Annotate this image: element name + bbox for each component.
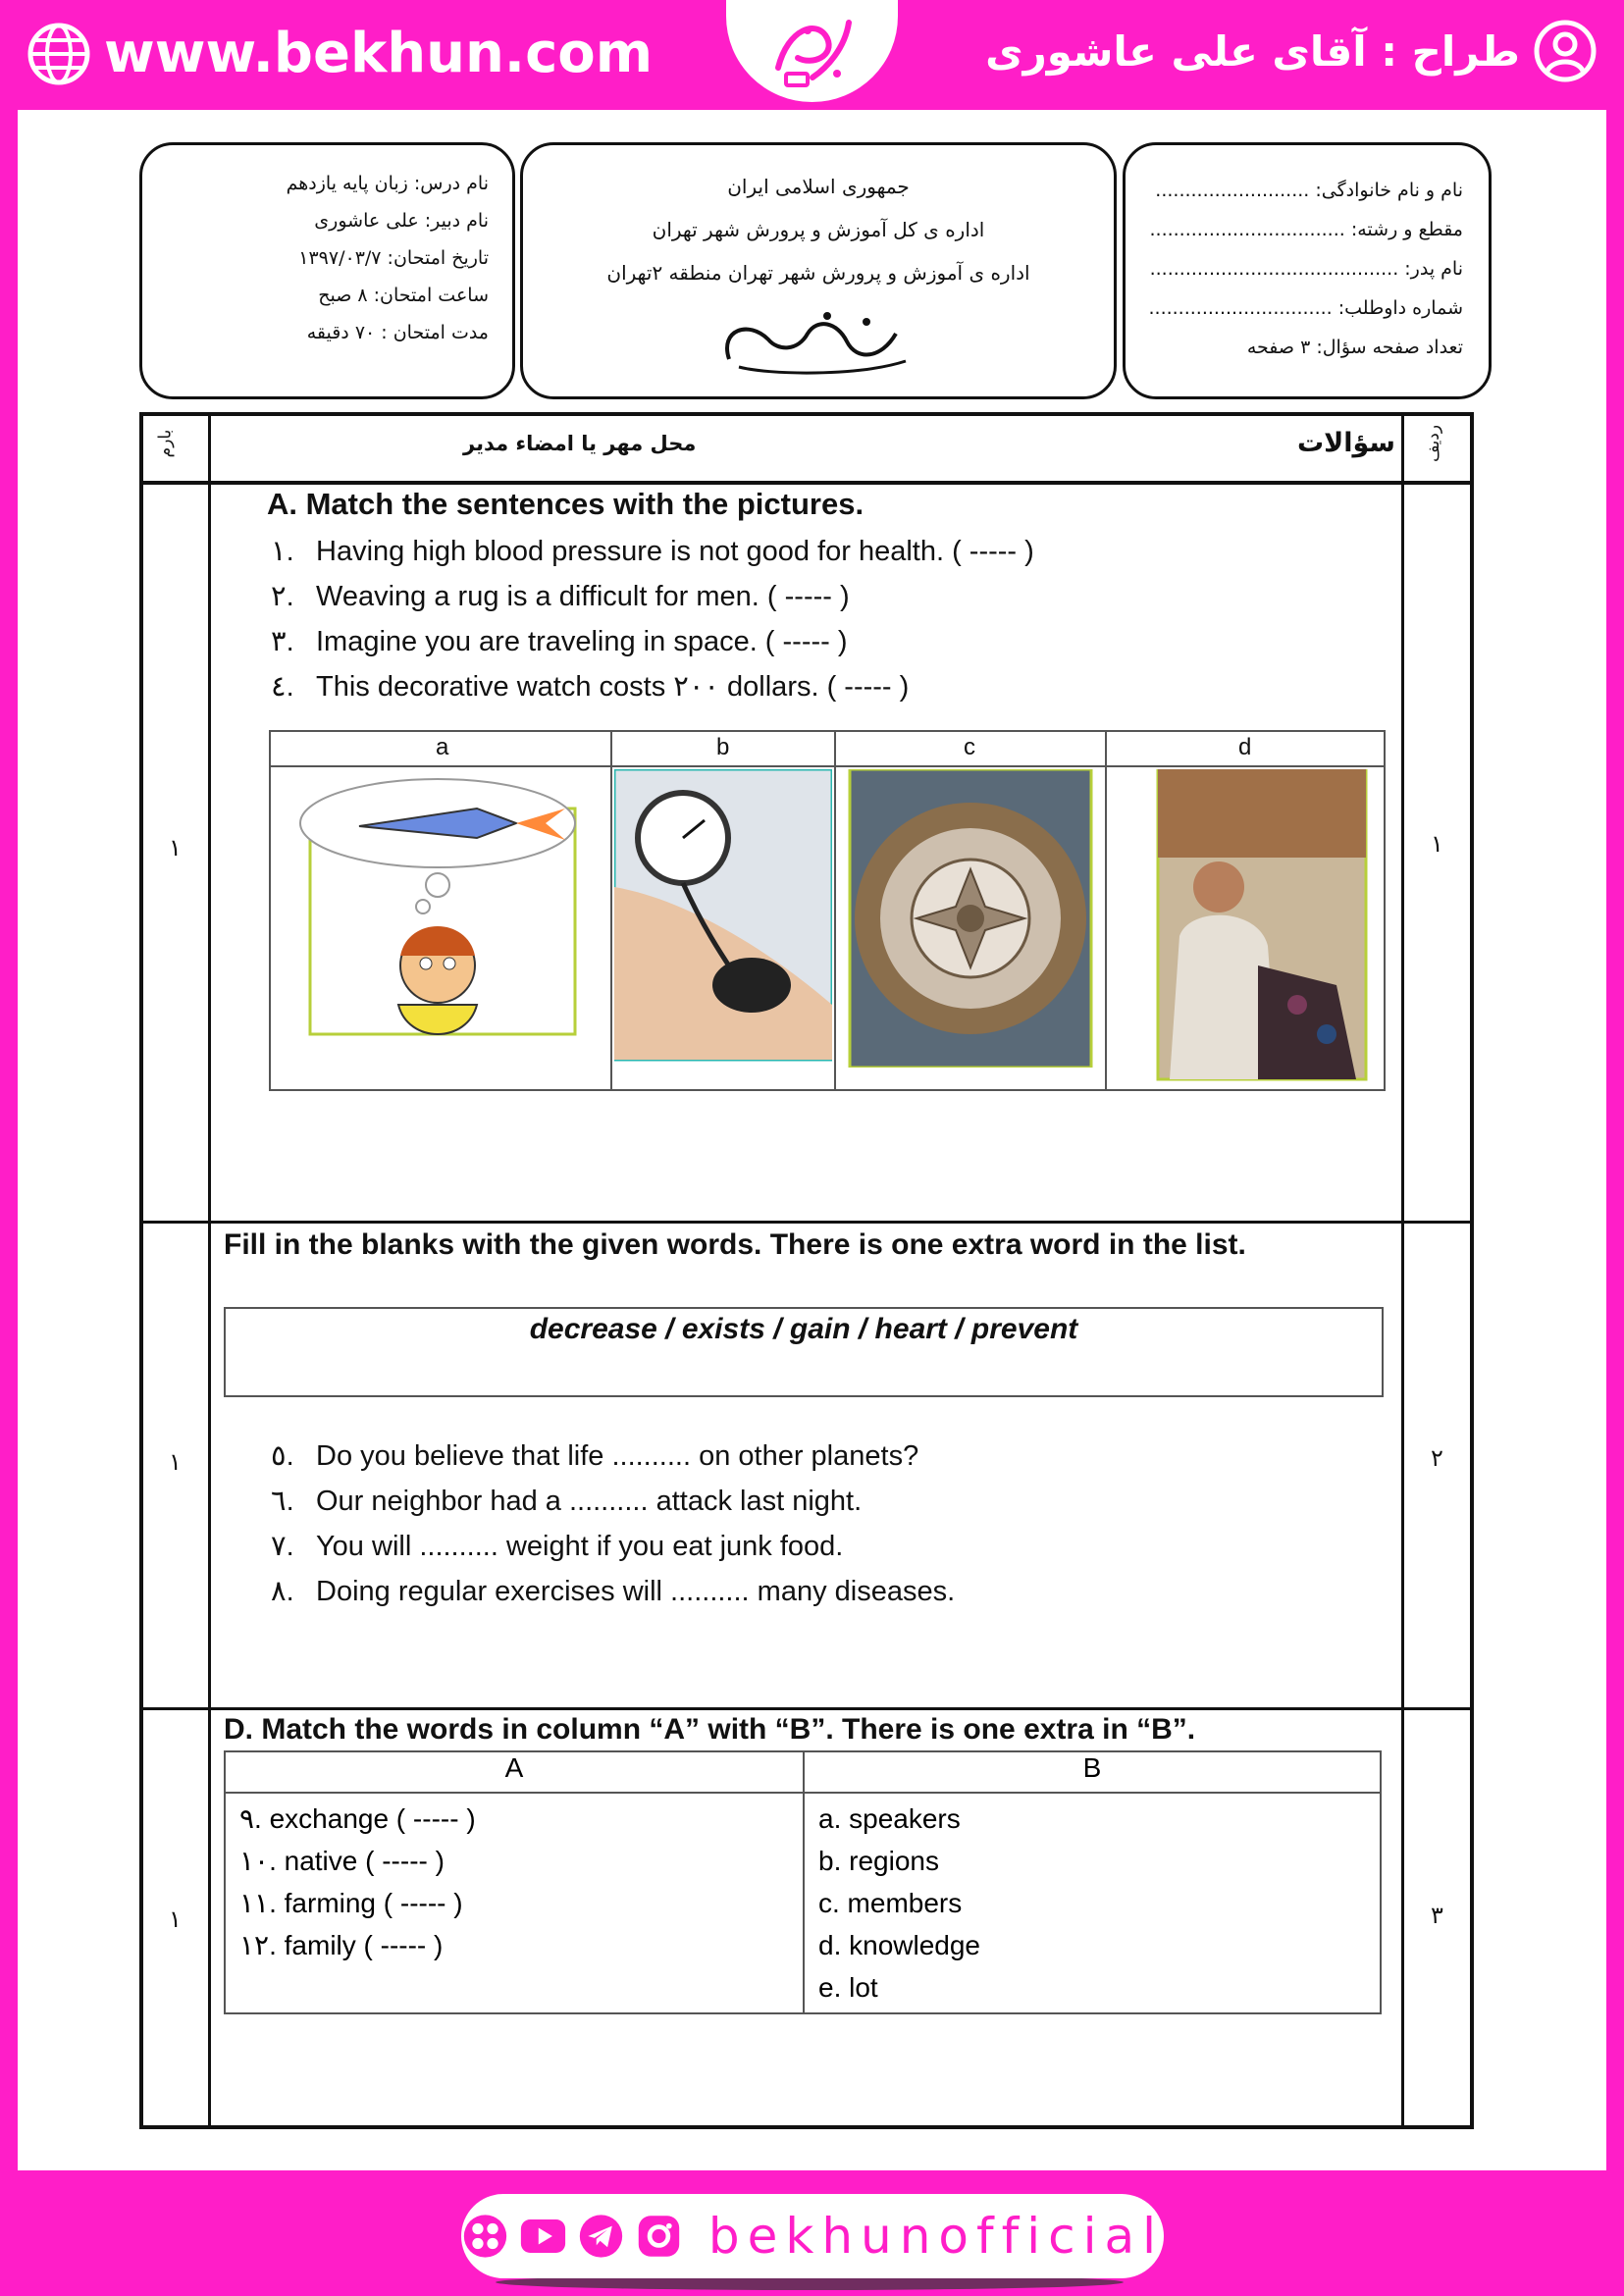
republic-title: جمهوری اسلامی ایران <box>727 175 910 198</box>
q1-item: ۲. Weaving a rug is a difficult for men. ( ----- ) <box>271 581 850 612</box>
q2-item: ٦. Our neighbor had a .......... attack last night. <box>271 1486 863 1517</box>
school-logo <box>709 300 925 383</box>
q2-item: ٥. Do you believe that life .......... on other planets? <box>271 1440 919 1472</box>
column-a-list <box>225 1793 804 2013</box>
picture-label: a <box>436 734 449 760</box>
q2-item: ٧. You will .......... weight if you eat junk food. <box>271 1531 844 1562</box>
column-b-header: B <box>804 1751 1381 1793</box>
q1-item: ۱. Having high blood pressure is not good for health. ( ----- ) <box>271 536 1034 567</box>
column-a-item: ۹. exchange ( ----- ) <box>239 1803 476 1834</box>
designer-text: طراح : آقای علی عاشوری <box>985 26 1520 76</box>
q3-score: ۱ <box>169 1905 182 1933</box>
website-link[interactable] <box>27 22 653 85</box>
q2-score: ۱ <box>169 1448 182 1476</box>
exam-time: ساعت امتحان: ۸ صبح <box>318 285 489 306</box>
social-handle[interactable]: bekhunofficial <box>707 2208 1164 2265</box>
picture-c-decorative-ceiling <box>840 769 1105 1068</box>
youtube-icon[interactable] <box>519 2211 567 2262</box>
user-icon <box>1534 20 1597 82</box>
grade-field: مقطع و رشته: ................................. <box>1149 219 1463 240</box>
course-name: نام درس: زبان پایه یازدهم <box>286 173 489 194</box>
column-b-item: d. knowledge <box>818 1930 981 1960</box>
picture-label: b <box>716 734 730 760</box>
teacher-name: نام دبیر: علی عاشوری <box>314 210 489 232</box>
column-a-item: ۱۲. family ( ----- ) <box>239 1930 444 1960</box>
questions-table <box>139 412 1474 2129</box>
father-name-field: نام پدر: .......................................... <box>1149 258 1463 280</box>
district-office: اداره ی آموزش و پرورش شهر تهران منطقه ۲تهران <box>606 261 1030 285</box>
ministry-box <box>520 142 1117 399</box>
q3-row-number: ۳ <box>1431 1902 1443 1929</box>
website-text: www.bekhun.com <box>104 22 654 85</box>
word-bank-box <box>224 1307 1384 1397</box>
q1-row-number: ۱ <box>1431 830 1443 858</box>
q3-title: D. Match the words in column “A” with “B”. There is one extra in “B”. <box>224 1713 1196 1746</box>
picture-a-space-dream <box>281 769 604 1044</box>
q2-item: ٨. Doing regular exercises will .......... many diseases. <box>271 1576 956 1607</box>
q1-item: ۳. Imagine you are traveling in space. ( ----- ) <box>271 626 848 657</box>
column-a-item: ۱۰. native ( ----- ) <box>239 1846 445 1876</box>
exam-date: تاریخ امتحان: ۱۳۹۷/۰۳/۷ <box>298 247 489 269</box>
general-office: اداره ی کل آموزش و پرورش شهر تهران <box>652 218 985 241</box>
instagram-icon[interactable] <box>635 2211 683 2262</box>
telegram-icon[interactable] <box>577 2211 625 2262</box>
candidate-number-field: شماره داوطلب: ............................... <box>1148 297 1463 319</box>
column-b-item: e. lot <box>818 1972 878 2003</box>
top-banner <box>0 0 1624 110</box>
exam-duration: مدت امتحان : ۷۰ دقیقه <box>306 322 489 343</box>
stamp-area: محل مهر یا امضاء مدیر <box>463 432 697 455</box>
column-a-header: A <box>225 1751 804 1793</box>
globe-icon <box>27 23 90 85</box>
social-bar <box>461 2194 1164 2278</box>
picture-label: d <box>1238 734 1252 760</box>
q1-score: ۱ <box>169 834 182 861</box>
picture-d-rug-weaving <box>1111 769 1376 1083</box>
column-b-item: b. regions <box>818 1846 939 1876</box>
student-info-box <box>1123 142 1492 399</box>
matching-table <box>224 1750 1382 2014</box>
column-a-item: ۱۱. farming ( ----- ) <box>239 1888 463 1918</box>
picture-table <box>269 730 1386 1091</box>
brand-logo-icon <box>759 9 866 93</box>
q1-title: A. Match the sentences with the pictures. <box>267 487 864 521</box>
page-count: تعداد صفحه سؤال: ۳ صفحه <box>1246 337 1463 358</box>
column-b-item: a. speakers <box>818 1803 961 1834</box>
brand-logo <box>726 0 898 102</box>
course-info-box <box>139 142 515 399</box>
word-bank: decrease / exists / gain / heart / prevent <box>529 1313 1078 1345</box>
column-b-list <box>804 1793 1381 2013</box>
score-column-header: بارم <box>155 429 176 458</box>
q2-title: Fill in the blanks with the given words. There is one extra word in the list. <box>224 1228 1246 1261</box>
aparat-icon[interactable] <box>461 2211 509 2262</box>
picture-b-blood-pressure <box>614 769 832 1064</box>
designer-credit <box>985 20 1597 82</box>
family-name-field: نام و نام خانوادگی: .......................... <box>1155 180 1463 201</box>
q2-row-number: ۲ <box>1431 1444 1443 1472</box>
picture-label: c <box>964 734 975 760</box>
column-b-item: c. members <box>818 1888 963 1918</box>
q1-item: ٤. This decorative watch costs ۲۰۰ dollars. ( ----- ) <box>271 671 910 703</box>
questions-header: سؤالات <box>1297 428 1395 458</box>
row-column-header: ردیف <box>1424 424 1444 463</box>
